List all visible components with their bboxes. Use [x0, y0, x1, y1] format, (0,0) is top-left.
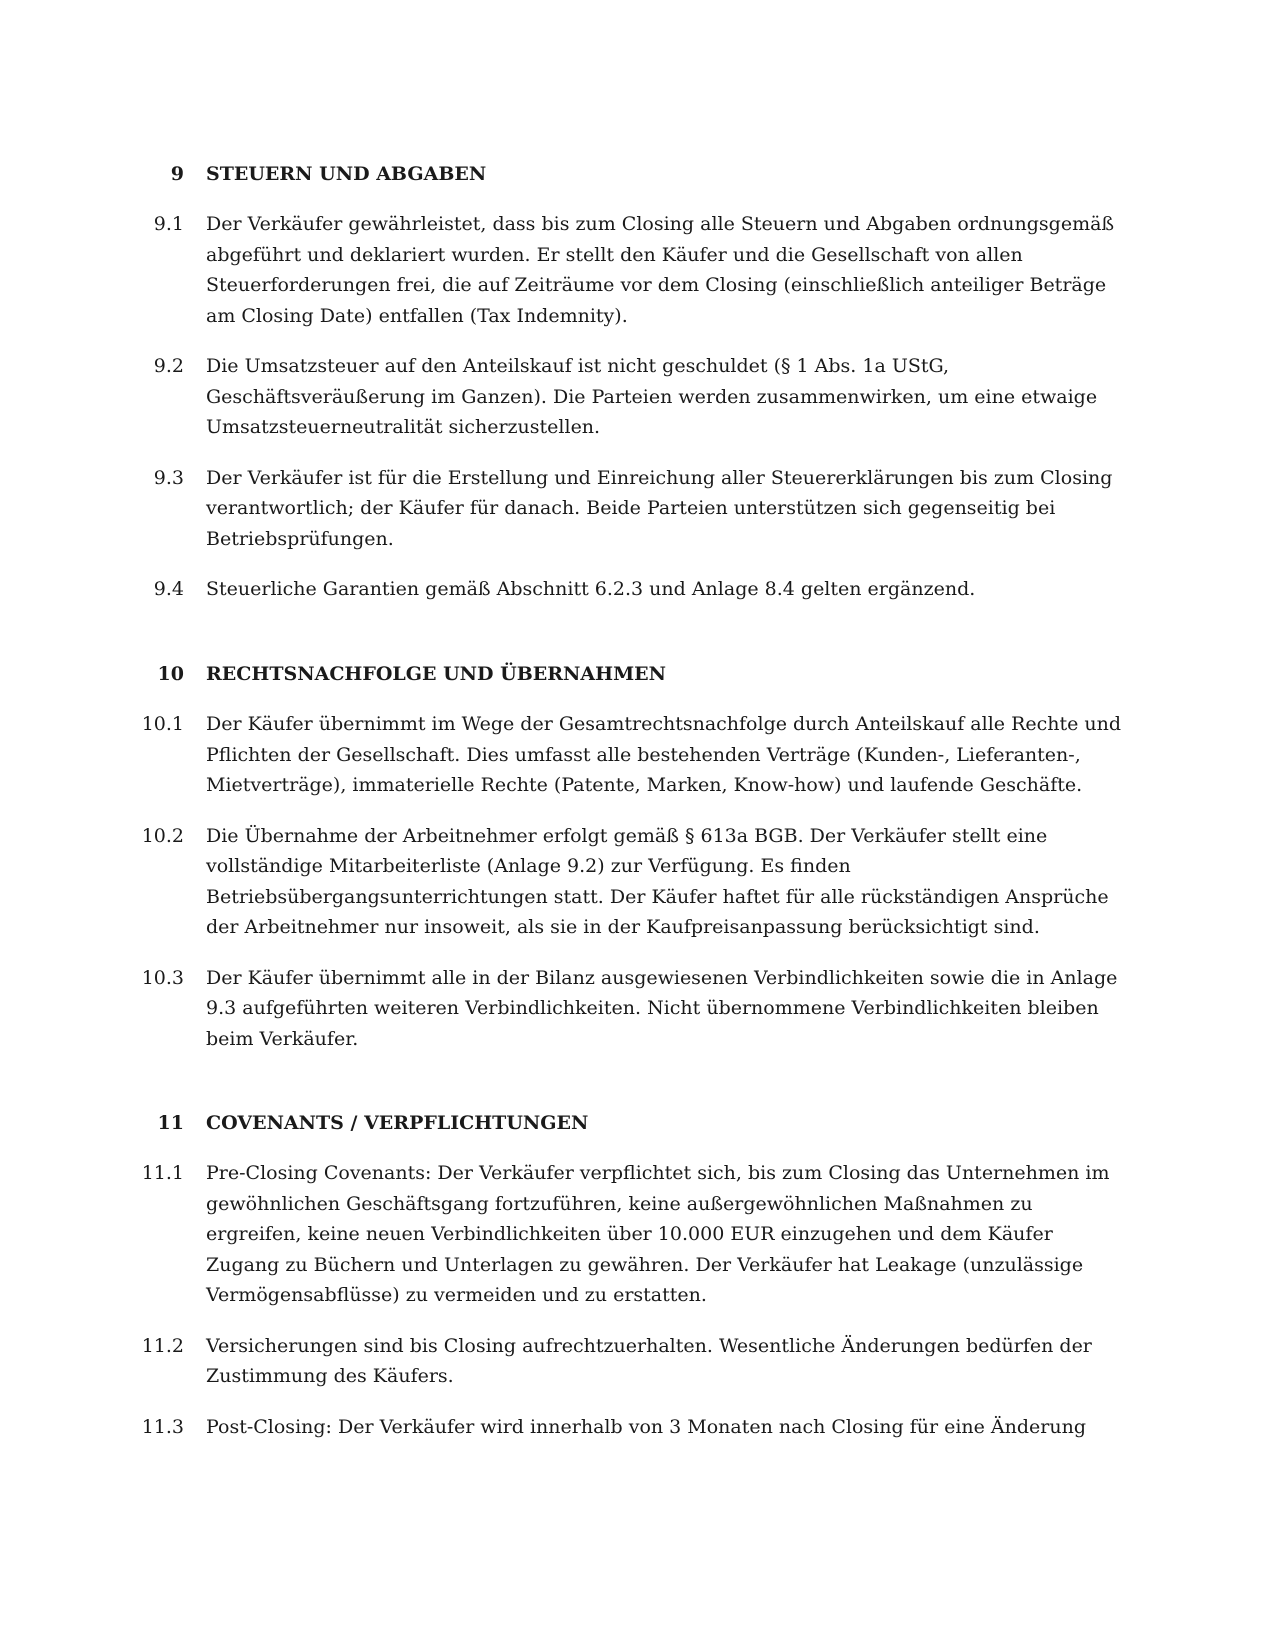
clause-text: Versicherungen sind bis Closing aufrechtzuerhalten. Wesentliche Änderungen bedürfen der Zustimmung des Käufers. [206, 1334, 1092, 1387]
section-10 [0, 659, 1275, 1054]
clause-number: 9.1 [153, 213, 184, 235]
clause-text: Der Käufer übernimmt im Wege der Gesamtrechtsnachfolge durch Anteilskauf alle Rechte und Pflichten der Gesellschaft. Dies umfasst alle bestehenden Verträge (Kunden-, Lieferanten-, Mietverträge), immaterielle Rechte (Patente, Marken, Know-how) und laufende Geschäfte. [206, 713, 1122, 796]
clause-text: Der Käufer übernimmt alle in der Bilanz ausgewiesenen Verbindlichkeiten sowie die in Anlage 9.3 aufgeführten weiteren Verbindlichkeiten. Nicht übernommene Verbindlichkeiten bleiben beim Verkäufer. [206, 966, 1118, 1050]
clause-text: Der Verkäufer ist für die Erstellung und Einreichung aller Steuererklärungen bis zum Closing verantwortlich; der Käufer für danach. Beide Parteien unterstützen sich gegenseitig bei Betriebsprüfungen. [206, 466, 1113, 550]
section-title: RECHTSNACHFOLGE UND ÜBERNAHMEN [206, 663, 666, 685]
section-title: STEUERN UND ABGABEN [206, 163, 487, 185]
clause-text: Pre-Closing Covenants: Der Verkäufer verpflichtet sich, bis zum Closing das Unternehmen im gewöhnlichen Geschäftsgang fortzuführen, keine außergewöhnlichen Maßnahmen zu ergreifen, keine neuen Verbindlichkeiten über 10.000 EUR einzugehen und dem Käufer Zugang zu Büchern und Unterlagen zu gewähren. Der Verkäufer hat Leakage (unzulässige Vermögensabflüsse) zu vermeiden und zu erstatten. [206, 1162, 1110, 1306]
clause-number: 9.3 [153, 466, 184, 489]
clause-number: 9.4 [153, 578, 184, 600]
section-number: 10 [157, 663, 184, 685]
clause-10-3 [0, 963, 1275, 1055]
section-heading [0, 659, 1275, 689]
clause-text: Die Umsatzsteuer auf den Anteilskauf ist nicht geschuldet (§ 1 Abs. 1a UStG, Geschäftsveräußerung im Ganzen). Die Parteien werden zusammenwirken, um eine etwaige Umsatzsteuerneutralität sicherzustellen. [206, 355, 1098, 438]
clause-10-1 [0, 709, 1275, 801]
clause-number: 11.1 [141, 1162, 184, 1184]
section-title: COVENANTS / VERPFLICHTUNGEN [206, 1112, 589, 1134]
clause-text: Post-Closing: Der Verkäufer wird innerhalb von 3 Monaten nach Closing für eine Änderung [206, 1415, 1087, 1438]
clause-number: 11.2 [141, 1334, 184, 1357]
section-number: 9 [170, 163, 184, 185]
clause-number: 10.2 [141, 824, 184, 847]
clause-11-1 [0, 1158, 1275, 1311]
clause-10-2 [0, 821, 1275, 943]
clause-number: 11.3 [141, 1415, 184, 1438]
clause-11-2 [0, 1331, 1275, 1392]
section-heading [0, 159, 1275, 189]
section-heading [0, 1108, 1275, 1138]
section-number: 11 [157, 1112, 184, 1134]
clause-9-2 [0, 351, 1275, 443]
clause-9-1 [0, 209, 1275, 331]
clause-number: 10.1 [141, 713, 184, 735]
clause-number: 9.2 [153, 355, 184, 377]
clause-text: Steuerliche Garantien gemäß Abschnitt 6.2.3 und Anlage 8.4 gelten ergänzend. [206, 578, 976, 600]
section-9 [0, 159, 1275, 605]
clause-9-4 [0, 574, 1275, 605]
clause-11-3 [0, 1412, 1275, 1443]
clause-number: 10.3 [141, 966, 184, 989]
section-11 [0, 1108, 1275, 1442]
clause-text: Der Verkäufer gewährleistet, dass bis zum Closing alle Steuern und Abgaben ordnungsgemäß abgeführt und deklariert wurden. Er stellt den Käufer und die Gesellschaft von allen Steuerforderungen frei, die auf Zeiträume vor dem Closing (einschließlich anteiliger Beträge am Closing Date) entfallen (Tax Indemnity). [206, 213, 1115, 327]
clause-9-3 [0, 463, 1275, 555]
clause-text: Die Übernahme der Arbeitnehmer erfolgt gemäß § 613a BGB. Der Verkäufer stellt eine vollständige Mitarbeiterliste (Anlage 9.2) zur Verfügung. Es finden Betriebsübergangsunterrichtungen statt. Der Käufer haftet für alle rückständigen Ansprüche der Arbeitnehmer nur insoweit, als sie in der Kaufpreisanpassung berücksichtigt sind. [206, 824, 1109, 938]
